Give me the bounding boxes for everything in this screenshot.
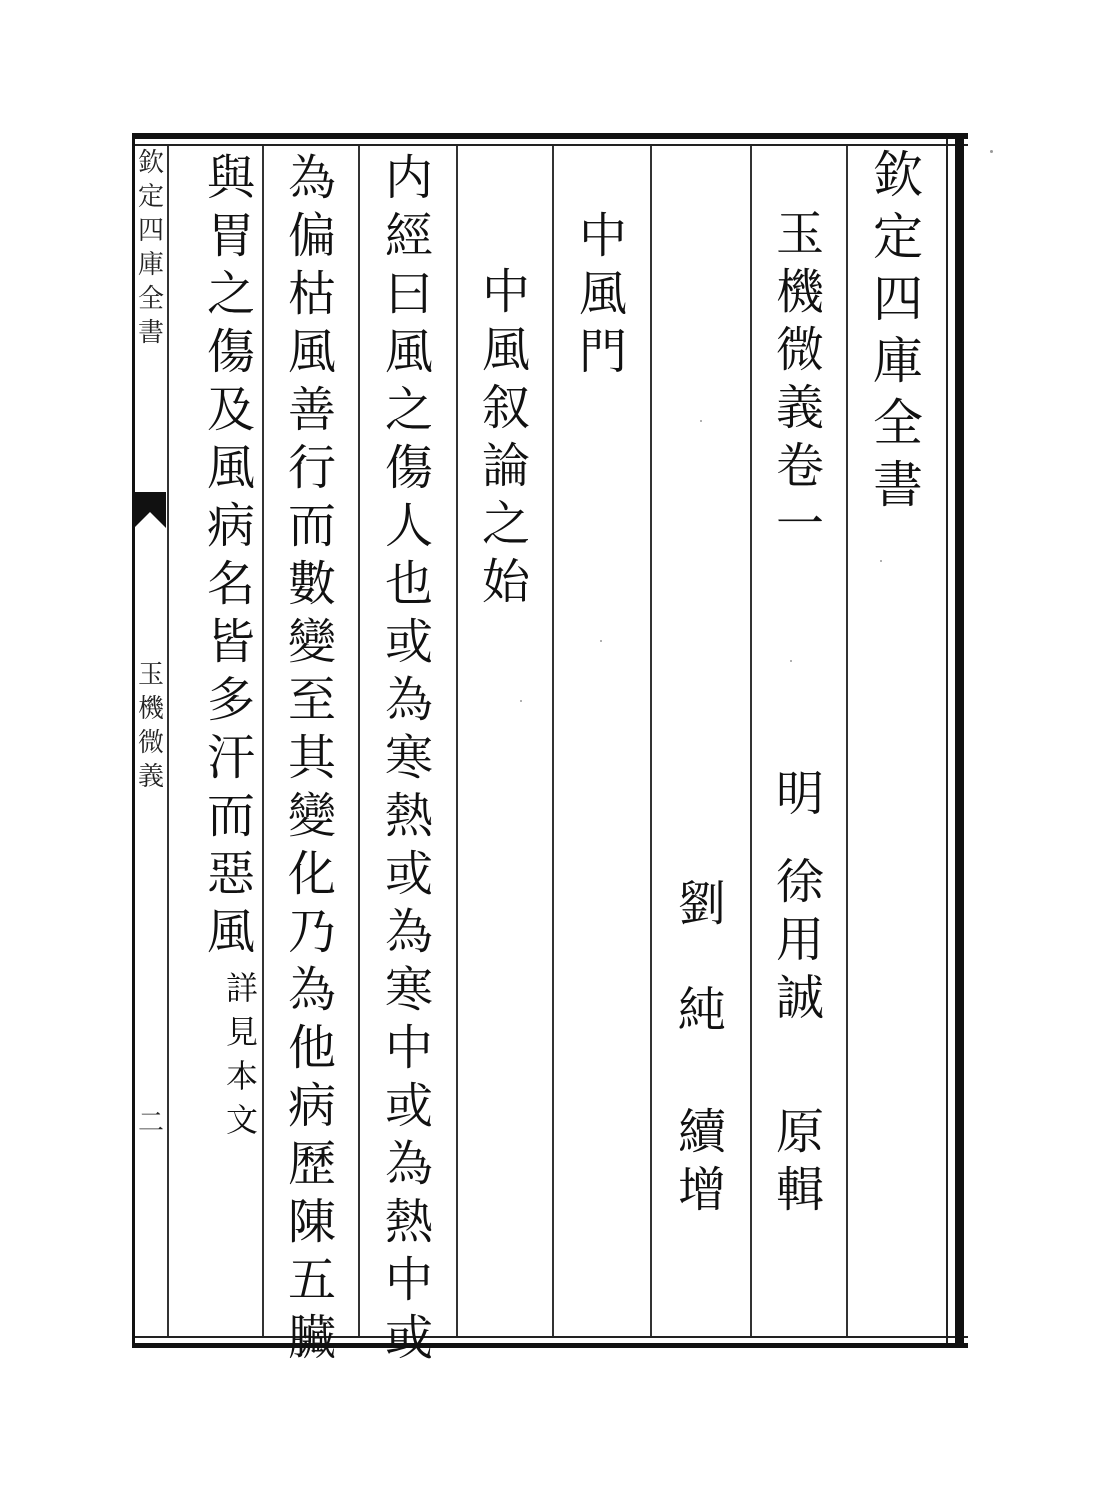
book-title-text-char: 書 (873, 456, 923, 514)
book-title-text (873, 146, 923, 522)
body-column-2-text-char: 風 (287, 324, 336, 380)
body-column-3-text-char: 病 (206, 498, 255, 554)
author-2-role-text-char: 增 (677, 1162, 726, 1218)
gutter-page-number (136, 1110, 166, 1144)
body-annotation-text-char: 詳 (225, 969, 258, 1007)
body-column-1-text-char: 或 (384, 1310, 433, 1366)
gutter-page-text (138, 1110, 164, 1144)
gutter-header-text-char: 全 (137, 284, 164, 314)
column-rule (650, 146, 652, 1336)
body-column-3-text-char: 風 (206, 440, 255, 496)
gutter-header-text (138, 150, 164, 354)
gutter-header-text-char: 定 (137, 182, 164, 212)
body-column-3-text-char: 及 (206, 382, 255, 438)
book-title-text-char: 全 (873, 394, 923, 452)
body-column-2-text-char: 為 (287, 150, 336, 206)
body-column-1-text-char: 為 (384, 904, 433, 960)
author-1-role (754, 1104, 846, 1224)
author-1-name-text-char: 徐 (775, 854, 824, 910)
body-column-1-text-char: 人 (384, 498, 433, 554)
gutter-title-text-char: 機 (137, 694, 164, 724)
column-rule (750, 146, 752, 1336)
subsection-heading-text-char: 叙 (481, 380, 530, 436)
body-column-1-text-char: 也 (384, 556, 433, 612)
author-2-role-text (677, 1104, 726, 1224)
author-1-name (754, 854, 846, 1032)
author-2-name (654, 876, 750, 1044)
body-column-3-text-char: 與 (206, 150, 255, 206)
body-column-2-text-char: 歷 (287, 1136, 336, 1192)
body-annotation-text-char: 本 (225, 1057, 258, 1095)
body-annotation-text-char: 文 (225, 1101, 258, 1139)
body-column-1-text (384, 150, 433, 1372)
body-column-1-text-char: 風 (384, 324, 433, 380)
body-column-3 (196, 150, 266, 966)
body-column-1-text-char: 為 (384, 1136, 433, 1192)
body-column-1-text-char: 傷 (384, 440, 433, 496)
body-column-1-text-char: 或 (384, 1078, 433, 1134)
body-column-3-text-char: 汗 (206, 730, 255, 786)
body-column-2-text-char: 化 (287, 846, 336, 902)
frame-bottom-border (132, 1343, 968, 1348)
frame-top-inner-border (132, 144, 968, 146)
subsection-heading-text-char: 中 (481, 264, 530, 320)
subsection-heading-text-char: 風 (481, 322, 530, 378)
body-column-2 (266, 150, 358, 1372)
book-title-text-char: 四 (873, 270, 923, 328)
author-2-name-text-char: 純 (677, 982, 726, 1038)
frame-top-border (132, 133, 968, 139)
author-1-name-text (775, 854, 824, 1032)
volume-title-text-char: 玉 (775, 206, 824, 262)
body-column-1-text-char: 内 (384, 150, 433, 206)
frame-bottom-inner-border (132, 1336, 968, 1338)
column-rule (846, 146, 848, 1336)
body-column-3-text-char: 惡 (206, 846, 255, 902)
subsection-heading-text-char: 始 (481, 554, 530, 610)
body-column-2-text-char: 數 (287, 556, 336, 612)
body-column-1-text-char: 熱 (384, 788, 433, 844)
frame-right-inner-border (946, 139, 948, 1343)
body-column-3-text-char: 之 (206, 266, 255, 322)
body-column-1-text-char: 之 (384, 382, 433, 438)
author-2-name-text (677, 876, 726, 1044)
body-column-1-text-char: 為 (384, 672, 433, 728)
book-title-text-char: 定 (873, 208, 923, 266)
volume-title (754, 206, 846, 558)
dynasty-text-char: 明 (775, 766, 824, 822)
book-title (850, 146, 946, 522)
volume-title-text-char: 機 (775, 264, 824, 320)
book-title-text-char: 庫 (873, 332, 923, 390)
gutter-header-text-char: 四 (137, 216, 164, 246)
dynasty-label (754, 766, 846, 828)
body-column-3-text-char: 皆 (206, 614, 255, 670)
gutter-title-text (138, 662, 164, 798)
column-rule (167, 146, 169, 1336)
gutter-title-text-char: 義 (137, 762, 164, 792)
body-column-2-text-char: 其 (287, 730, 336, 786)
book-title-text-char: 欽 (873, 146, 923, 204)
body-column-2-text-char: 乃 (287, 904, 336, 960)
body-column-1-text-char: 中 (384, 1252, 433, 1308)
body-column-1-text-char: 曰 (384, 266, 433, 322)
column-rule (456, 146, 458, 1336)
author-1-role-text-char: 原 (775, 1104, 824, 1160)
volume-title-text-char: 微 (775, 322, 824, 378)
body-column-2-text-char: 至 (287, 672, 336, 728)
author-2-name-text-char: 劉 (677, 876, 726, 932)
page-gutter (136, 150, 166, 1335)
volume-title-text (775, 206, 824, 558)
subsection-heading (460, 264, 552, 616)
body-column-2-text-char: 偏 (287, 208, 336, 264)
author-1-name-text-char: 誠 (775, 970, 824, 1026)
gutter-header-text-char: 欽 (137, 148, 164, 178)
body-column-2-text-char: 行 (287, 440, 336, 496)
body-column-2-text-char: 枯 (287, 266, 336, 322)
body-column-3-text-char: 多 (206, 672, 255, 728)
body-column-3-text-char: 而 (206, 788, 255, 844)
frame-left-border (132, 133, 135, 1348)
section-heading-text-char: 風 (578, 266, 627, 322)
section-heading-text-char: 中 (578, 208, 627, 264)
body-column-2-text-char: 他 (287, 1020, 336, 1076)
volume-title-text-char: 卷 (775, 438, 824, 494)
gutter-header-text-char: 書 (137, 318, 164, 348)
author-1-role-text-char: 輯 (775, 1162, 824, 1218)
body-column-2-text-char: 陳 (287, 1194, 336, 1250)
subsection-heading-text (481, 264, 530, 616)
section-heading (556, 208, 650, 386)
column-rule (358, 146, 360, 1336)
body-column-1-text-char: 中 (384, 1020, 433, 1076)
gutter-page-text-char: 二 (137, 1108, 164, 1138)
body-column-1-text-char: 或 (384, 614, 433, 670)
subsection-heading-text-char: 論 (481, 438, 530, 494)
body-column-3-text-char: 胃 (206, 208, 255, 264)
gutter-title-text-char: 玉 (137, 660, 164, 690)
author-1-name-text-char: 用 (775, 912, 824, 968)
section-heading-text-char: 門 (578, 324, 627, 380)
body-column-3-text-char: 風 (206, 904, 255, 960)
body-column-1 (362, 150, 456, 1372)
author-2-role (654, 1104, 750, 1224)
author-1-role-text (775, 1104, 824, 1224)
body-column-3-text-char: 名 (206, 556, 255, 612)
body-column-2-text-char: 臟 (287, 1310, 336, 1366)
volume-title-text-char: 義 (775, 380, 824, 436)
body-column-2-text-char: 善 (287, 382, 336, 438)
body-column-3-text (206, 150, 255, 966)
body-column-2-text-char: 五 (287, 1252, 336, 1308)
body-annotation (222, 969, 262, 1148)
body-column-2-text-char: 為 (287, 962, 336, 1018)
body-column-2-text-char: 而 (287, 498, 336, 554)
gutter-title (136, 662, 166, 798)
body-column-2-text-char: 變 (287, 788, 336, 844)
gutter-header (136, 150, 166, 354)
body-column-1-text-char: 或 (384, 846, 433, 902)
dynasty-text (775, 766, 824, 828)
body-column-2-text-char: 變 (287, 614, 336, 670)
body-annotation-text-char: 見 (225, 1013, 258, 1051)
frame-right-border (955, 133, 964, 1348)
body-column-1-text-char: 寒 (384, 962, 433, 1018)
body-annotation-text (225, 969, 258, 1148)
section-heading-text (578, 208, 627, 386)
fish-tail-ornament (134, 492, 166, 540)
body-column-2-text-char: 病 (287, 1078, 336, 1134)
body-column-1-text-char: 寒 (384, 730, 433, 786)
column-rule (552, 146, 554, 1336)
gutter-title-text-char: 微 (137, 728, 164, 758)
body-column-1-text-char: 經 (384, 208, 433, 264)
body-column-2-text (287, 150, 336, 1372)
gutter-header-text-char: 庫 (137, 250, 164, 280)
body-column-3-text-char: 傷 (206, 324, 255, 380)
body-column-1-text-char: 熱 (384, 1194, 433, 1250)
volume-title-text-char: 一 (775, 496, 824, 552)
subsection-heading-text-char: 之 (481, 496, 530, 552)
author-2-role-text-char: 續 (677, 1104, 726, 1160)
